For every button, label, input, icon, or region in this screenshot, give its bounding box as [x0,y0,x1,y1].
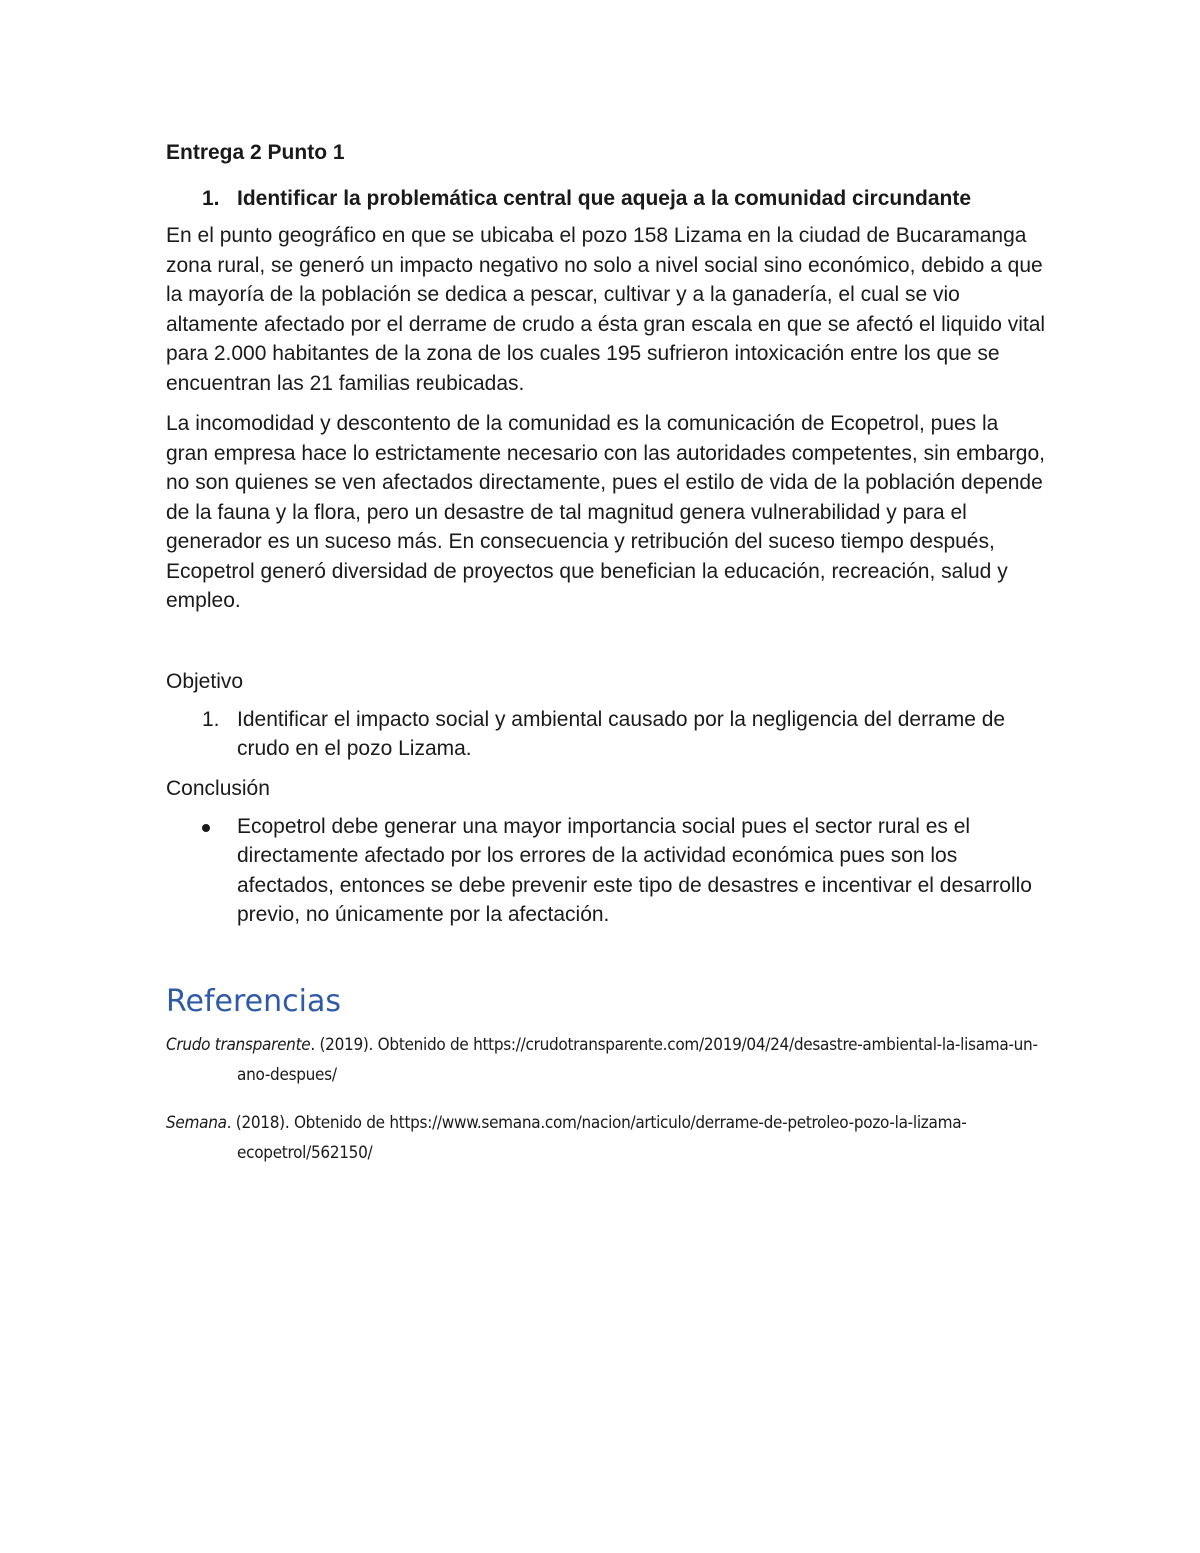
reference-entry [166,1030,1046,1090]
spacer [166,930,1046,982]
objective-text: Identificar el impacto social y ambiental causado por la negligencia del derrame de crudo en el pozo Lizama. [237,707,1006,760]
conclusion-text: Ecopetrol debe generar una mayor importancia social pues el sector rural es el directamente afectado por los errores de la actividad económica pues son los afectados, entonces se debe prevenir este tipo de desastres e incentivar el desarrollo previo, no únicamente por la afectación. [237,814,1032,926]
question-marker: 1. [202,187,220,210]
conclusion-item [166,812,1046,930]
question-list [166,184,1046,213]
objective-label: Objetivo [166,669,244,693]
conclusion-label: Conclusión [166,776,270,800]
question-text: Identificar la problemática central que aqueja a la comunidad circundante [237,187,972,210]
paragraph-impact: En el punto geográfico en que se ubicaba el pozo 158 Lizama en la ciudad de Bucaramanga zona rural, se generó un impacto negativo no solo a nivel social sino económico, debido a que la mayoría de la población se dedica a pescar, cultivar y a la ganadería, el cual se vio altamente afectado por el derrame de crudo a ésta gran escala en que se afectó el liquido vital para 2.000 habitantes de la zona de los cuales 195 sufrieron intoxicación entre los que se encuentran las 21 familias reubicadas. [166,224,1046,395]
paragraph-discontent: La incomodidad y descontento de la comunidad es la comunicación de Ecopetrol, pues la gran empresa hace lo estrictamente necesario con las autoridades competentes, sin embargo, no son quienes se ven afectados directamente, pues el estilo de vida de la población depende de la fauna y la flora, pero un desastre de tal magnitud genera vulnerabilidad y para el generador es un suceso más. En consecuencia y retribución del suceso tiempo después, Ecopetrol generó diversidad de proyectos que benefician la educación, recreación, salud y empleo. [166,412,1045,612]
document-page [166,138,1046,1186]
spacer [166,627,1046,667]
objective-marker: 1. [202,707,220,731]
reference-entry [166,1108,1046,1168]
objective-item [166,705,1046,764]
objective-list [166,705,1046,764]
reference-source: Crudo transparente [166,1034,311,1055]
question-item [166,184,1046,213]
reference-source: Semana [166,1112,227,1133]
reference-details: . (2019). Obtenido de https://crudotransparente.com/2019/04/24/desastre-ambiental-la-lisama-un-ano-despues/ [237,1034,1038,1085]
references-heading: Referencias [166,983,341,1019]
bullet-icon [202,824,210,832]
document-heading: Entrega 2 Punto 1 [166,141,345,164]
reference-details: . (2018). Obtenido de https://www.semana.com/nacion/articulo/derrame-de-petroleo-pozo-la-lizama-ecopetrol/562150/ [226,1112,967,1163]
